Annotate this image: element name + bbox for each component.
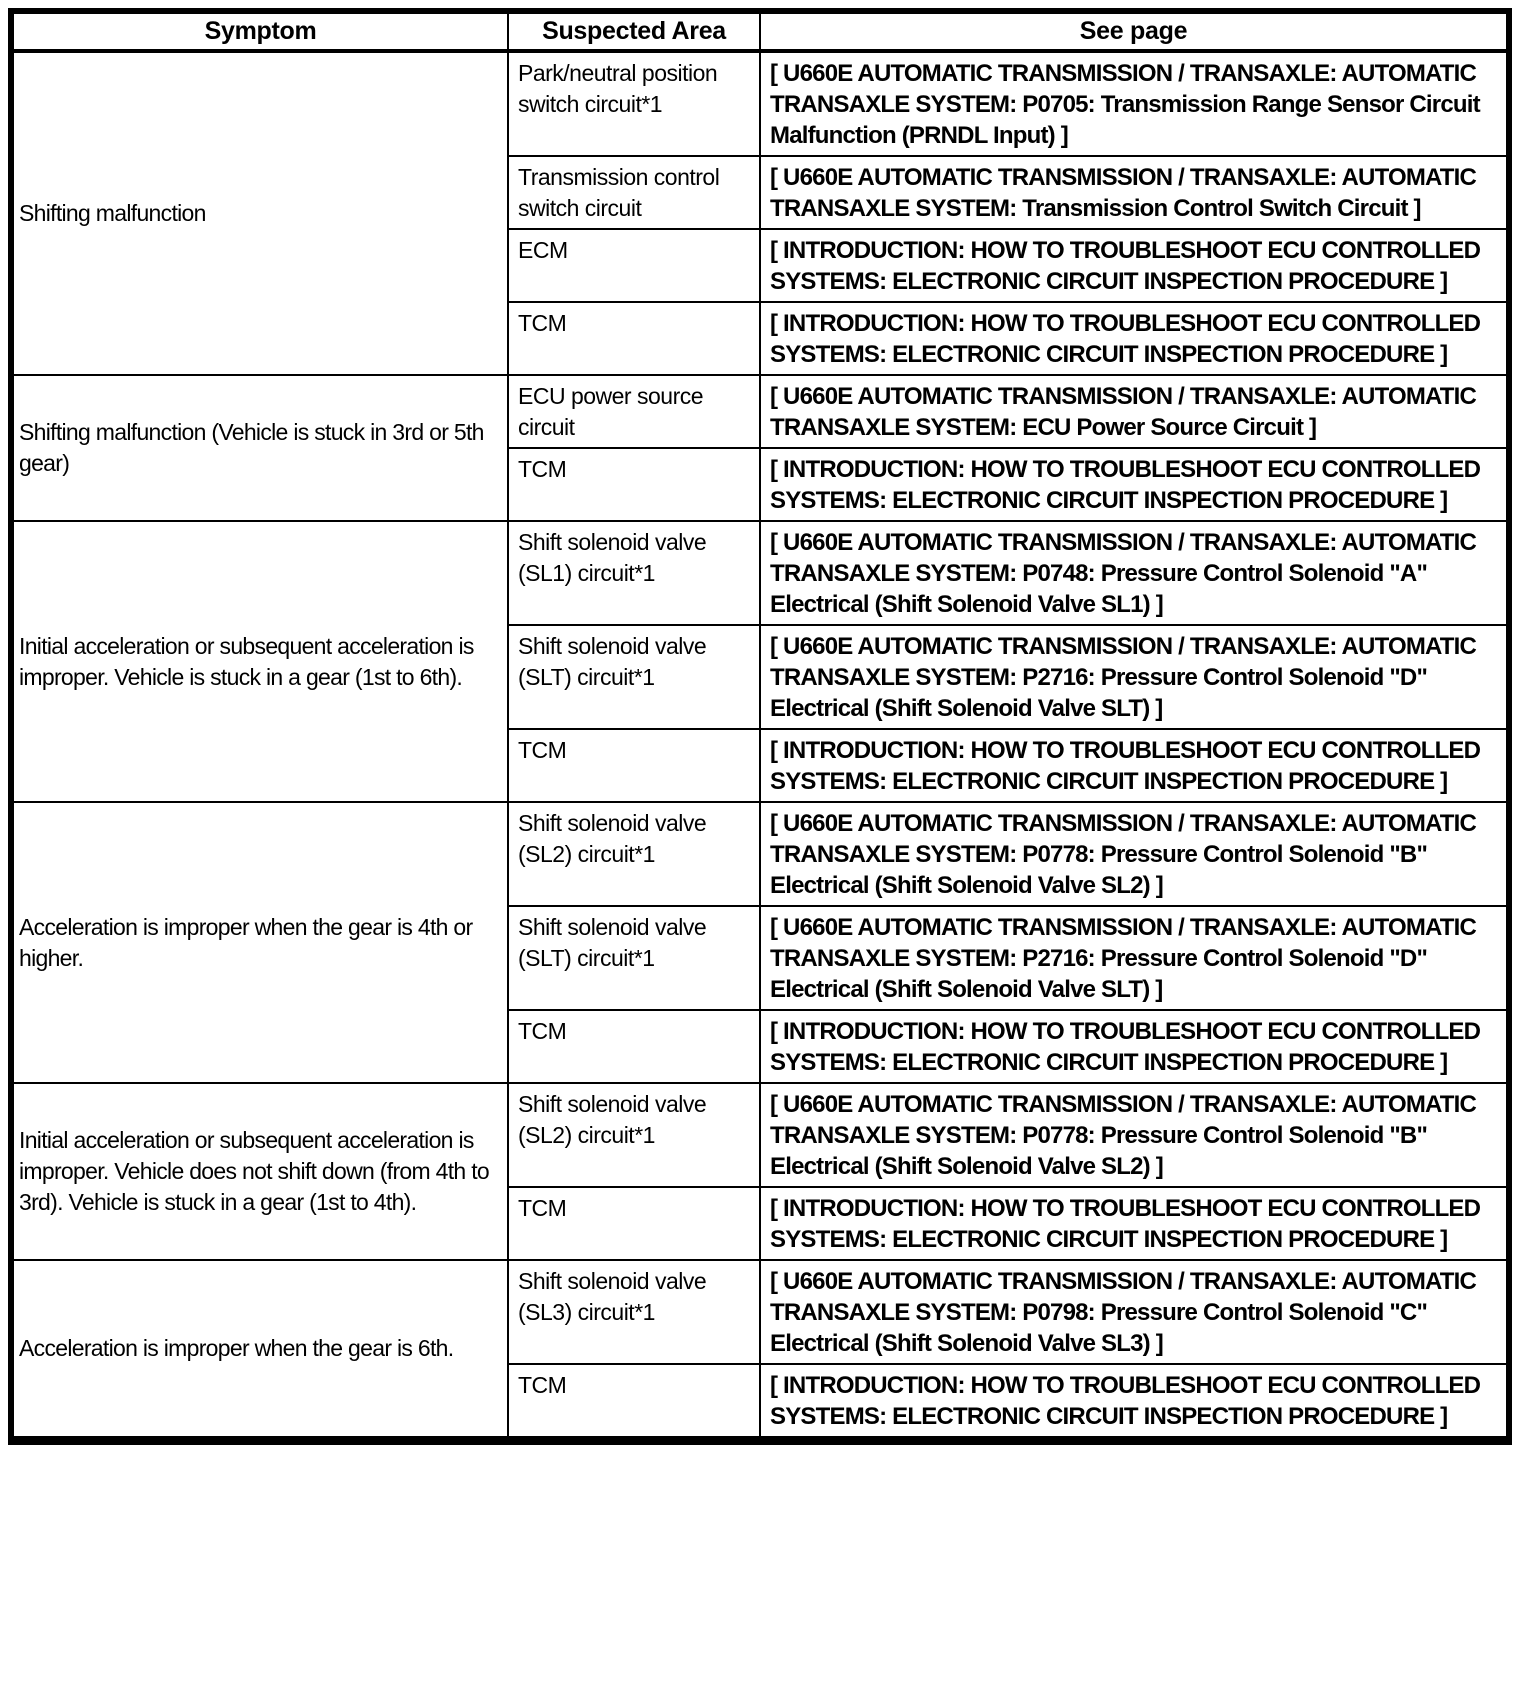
- table-row: [11, 375, 1509, 448]
- see-page-cell: [ U660E AUTOMATIC TRANSMISSION / TRANSAXLE: AUTOMATIC TRANSAXLE SYSTEM: ECU Power Source Circuit ]: [760, 375, 1509, 448]
- see-page-cell: [ INTRODUCTION: HOW TO TROUBLESHOOT ECU CONTROLLED SYSTEMS: ELECTRONIC CIRCUIT INSPECTION PROCEDURE ]: [760, 1010, 1509, 1083]
- table-row: [11, 51, 1509, 156]
- suspected-area-cell: Shift solenoid valve (SL1) circuit*1: [508, 521, 760, 625]
- suspected-area-cell: Shift solenoid valve (SL3) circuit*1: [508, 1260, 760, 1364]
- suspected-area-cell: TCM: [508, 1187, 760, 1260]
- suspected-area-cell: Shift solenoid valve (SLT) circuit*1: [508, 625, 760, 729]
- table-row: [11, 802, 1509, 906]
- suspected-area-cell: TCM: [508, 448, 760, 521]
- symptom-cell: Acceleration is improper when the gear is 4th or higher.: [11, 802, 508, 1083]
- suspected-area-cell: ECU power source circuit: [508, 375, 760, 448]
- symptom-table: [8, 8, 1512, 1445]
- table-row: [11, 1260, 1509, 1364]
- see-page-cell: [ INTRODUCTION: HOW TO TROUBLESHOOT ECU CONTROLLED SYSTEMS: ELECTRONIC CIRCUIT INSPECTION PROCEDURE ]: [760, 1364, 1509, 1441]
- suspected-area-cell: TCM: [508, 1010, 760, 1083]
- see-page-cell: [ INTRODUCTION: HOW TO TROUBLESHOOT ECU CONTROLLED SYSTEMS: ELECTRONIC CIRCUIT INSPECTION PROCEDURE ]: [760, 302, 1509, 375]
- suspected-area-cell: ECM: [508, 229, 760, 302]
- see-page-cell: [ U660E AUTOMATIC TRANSMISSION / TRANSAXLE: AUTOMATIC TRANSAXLE SYSTEM: P0748: Pressure Control Solenoid "A" Electrical (Shift Solenoid Valve SL1) ]: [760, 521, 1509, 625]
- see-page-cell: [ U660E AUTOMATIC TRANSMISSION / TRANSAXLE: AUTOMATIC TRANSAXLE SYSTEM: P2716: Pressure Control Solenoid "D" Electrical (Shift Solenoid Valve SLT) ]: [760, 906, 1509, 1010]
- header-suspected-area: Suspected Area: [508, 11, 760, 51]
- suspected-area-cell: TCM: [508, 1364, 760, 1441]
- see-page-cell: [ INTRODUCTION: HOW TO TROUBLESHOOT ECU CONTROLLED SYSTEMS: ELECTRONIC CIRCUIT INSPECTION PROCEDURE ]: [760, 448, 1509, 521]
- suspected-area-cell: Park/neutral position switch circuit*1: [508, 51, 760, 156]
- see-page-cell: [ U660E AUTOMATIC TRANSMISSION / TRANSAXLE: AUTOMATIC TRANSAXLE SYSTEM: Transmission Control Switch Circuit ]: [760, 156, 1509, 229]
- header-row: [11, 11, 1509, 51]
- symptom-cell: Acceleration is improper when the gear is 6th.: [11, 1260, 508, 1441]
- see-page-cell: [ INTRODUCTION: HOW TO TROUBLESHOOT ECU CONTROLLED SYSTEMS: ELECTRONIC CIRCUIT INSPECTION PROCEDURE ]: [760, 729, 1509, 802]
- header-see-page: See page: [760, 11, 1509, 51]
- suspected-area-cell: TCM: [508, 302, 760, 375]
- symptom-cell: Initial acceleration or subsequent acceleration is improper. Vehicle does not shift down (from 4th to 3rd). Vehicle is stuck in a gear (1st to 4th).: [11, 1083, 508, 1260]
- suspected-area-cell: Shift solenoid valve (SL2) circuit*1: [508, 1083, 760, 1187]
- symptom-cell: Shifting malfunction: [11, 51, 508, 375]
- table-body: [11, 51, 1509, 1441]
- see-page-cell: [ U660E AUTOMATIC TRANSMISSION / TRANSAXLE: AUTOMATIC TRANSAXLE SYSTEM: P0778: Pressure Control Solenoid "B" Electrical (Shift Solenoid Valve SL2) ]: [760, 1083, 1509, 1187]
- suspected-area-cell: Transmission control switch circuit: [508, 156, 760, 229]
- see-page-cell: [ U660E AUTOMATIC TRANSMISSION / TRANSAXLE: AUTOMATIC TRANSAXLE SYSTEM: P0798: Pressure Control Solenoid "C" Electrical (Shift Solenoid Valve SL3) ]: [760, 1260, 1509, 1364]
- header-symptom: Symptom: [11, 11, 508, 51]
- suspected-area-cell: Shift solenoid valve (SLT) circuit*1: [508, 906, 760, 1010]
- table-row: [11, 1083, 1509, 1187]
- suspected-area-cell: TCM: [508, 729, 760, 802]
- symptom-cell: Initial acceleration or subsequent acceleration is improper. Vehicle is stuck in a gear (1st to 6th).: [11, 521, 508, 802]
- see-page-cell: [ U660E AUTOMATIC TRANSMISSION / TRANSAXLE: AUTOMATIC TRANSAXLE SYSTEM: P2716: Pressure Control Solenoid "D" Electrical (Shift Solenoid Valve SLT) ]: [760, 625, 1509, 729]
- see-page-cell: [ U660E AUTOMATIC TRANSMISSION / TRANSAXLE: AUTOMATIC TRANSAXLE SYSTEM: P0705: Transmission Range Sensor Circuit Malfunction (PRNDL Input) ]: [760, 51, 1509, 156]
- table-row: [11, 521, 1509, 625]
- table-header: [11, 11, 1509, 51]
- see-page-cell: [ INTRODUCTION: HOW TO TROUBLESHOOT ECU CONTROLLED SYSTEMS: ELECTRONIC CIRCUIT INSPECTION PROCEDURE ]: [760, 1187, 1509, 1260]
- see-page-cell: [ U660E AUTOMATIC TRANSMISSION / TRANSAXLE: AUTOMATIC TRANSAXLE SYSTEM: P0778: Pressure Control Solenoid "B" Electrical (Shift Solenoid Valve SL2) ]: [760, 802, 1509, 906]
- suspected-area-cell: Shift solenoid valve (SL2) circuit*1: [508, 802, 760, 906]
- symptom-cell: Shifting malfunction (Vehicle is stuck in 3rd or 5th gear): [11, 375, 508, 521]
- see-page-cell: [ INTRODUCTION: HOW TO TROUBLESHOOT ECU CONTROLLED SYSTEMS: ELECTRONIC CIRCUIT INSPECTION PROCEDURE ]: [760, 229, 1509, 302]
